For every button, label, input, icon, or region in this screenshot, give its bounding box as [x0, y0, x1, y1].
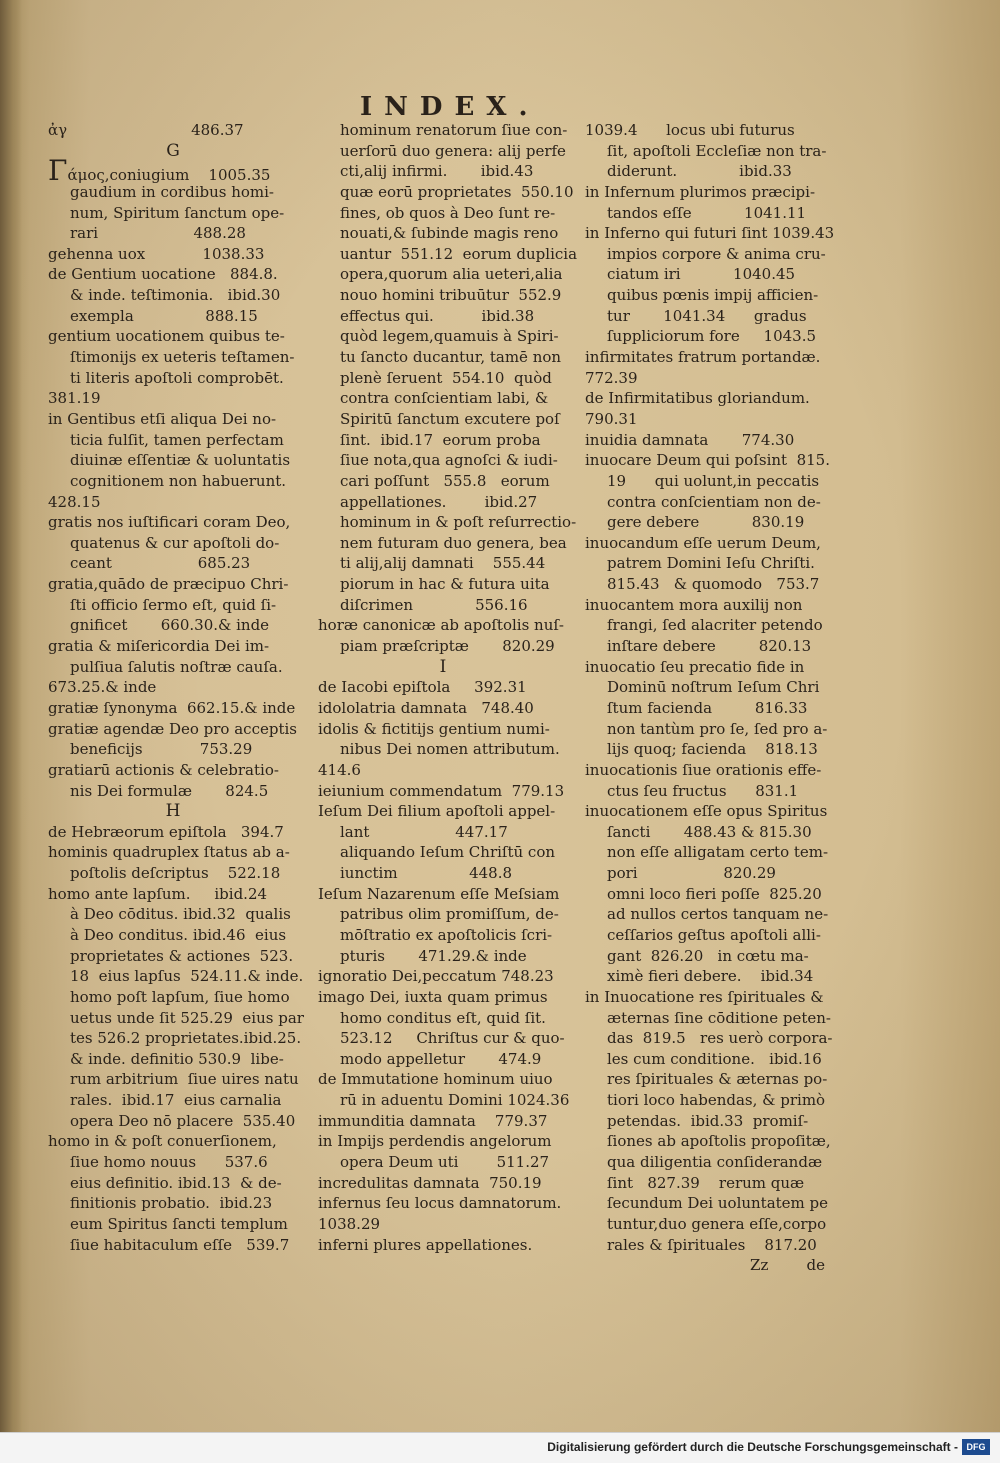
- index-line: ti alij,alij damnati 555.44: [340, 554, 546, 573]
- index-line: in Inferno qui futuri ſint 1039.43: [585, 224, 835, 243]
- index-line: 673.25.& inde: [48, 678, 157, 697]
- index-line: uerſorū duo genera: alij perfe: [340, 141, 566, 160]
- index-line: ſiue homo nouus 537.6: [70, 1153, 268, 1172]
- index-line: ciatum iri 1040.45: [607, 265, 796, 284]
- index-line: tu ſancto ducantur, tamē non: [340, 348, 562, 367]
- index-line: inuocationis ſiue orationis effe-: [585, 760, 822, 779]
- index-line: homo poſt lapſum, ſiue homo: [70, 987, 290, 1006]
- index-line: gratia & miſericordia Dei im-: [48, 637, 270, 656]
- index-line: quòd legem,quamuis à Spiri-: [340, 327, 559, 346]
- index-line: rales. ibid.17 eius carnalia: [70, 1091, 282, 1110]
- index-line: piorum in hac & futura uita: [340, 575, 550, 594]
- index-line: aliquando Ieſum Chriſtū con: [340, 843, 556, 862]
- index-line: uantur 551.12 eorum duplicia: [340, 244, 578, 263]
- index-line: de Iacobi epiſtola 392.31: [318, 678, 527, 697]
- index-line: ignoratio Dei,peccatum 748.23: [318, 967, 554, 986]
- index-line: de Gentium uocatione 884.8.: [48, 265, 278, 284]
- index-line: opera Deum uti 511.27: [340, 1153, 550, 1172]
- index-line: ἀγ 486.37: [48, 121, 244, 139]
- index-line: eius definitio. ibid.13 & de-: [70, 1173, 282, 1192]
- index-line: inuocare Deum qui poſsint 815.: [585, 451, 830, 470]
- index-line: idolis & fictitijs gentium numi-: [318, 719, 550, 738]
- index-line: diuinæ eſſentiæ & uoluntatis: [70, 451, 291, 470]
- index-line: & inde. teſtimonia. ibid.30: [70, 286, 281, 305]
- index-line: ceant 685.23: [70, 554, 251, 573]
- index-line: inuocandum eſſe uerum Deum,: [585, 533, 821, 552]
- index-line: num, Spiritum ſanctum ope-: [70, 203, 285, 222]
- index-line: beneficijs 753.29: [70, 740, 253, 759]
- index-line: ſiue habitaculum eſſe 539.7: [70, 1235, 290, 1254]
- index-line: gehenna uox 1038.33: [48, 244, 265, 263]
- index-line: proprietates & actiones 523.: [70, 946, 294, 965]
- index-line: 790.31: [585, 409, 638, 428]
- index-line: Γάμος,coniugium 1005.35: [48, 154, 271, 188]
- index-line: ſuppliciorum fore 1043.5: [607, 327, 817, 346]
- index-line: qua diligentia conſiderandæ: [607, 1153, 823, 1172]
- index-line: Ieſum Dei filium apoſtoli appel-: [318, 802, 556, 821]
- index-line: imago Dei, iuxta quam primus: [318, 987, 548, 1006]
- index-line: in Infernum plurimos præcipi-: [585, 182, 816, 201]
- index-line: 1039.4 locus ubi futurus: [585, 121, 795, 139]
- index-line: & inde. definitio 530.9 libe-: [70, 1049, 284, 1068]
- index-line: ſint. ibid.17 eorum proba: [340, 430, 541, 449]
- index-line: ſti officio ſermo eſt, quid ſi-: [70, 595, 277, 614]
- index-line: iunctim 448.8: [340, 864, 513, 883]
- index-line: diderunt. ibid.33: [607, 162, 792, 181]
- index-line: quibus pœnis impij afficien-: [607, 286, 819, 305]
- index-line: quatenus & cur apoſtoli do-: [70, 533, 280, 552]
- index-line: 414.6: [318, 760, 361, 779]
- index-line: homo in & poſt conuerſionem,: [48, 1132, 277, 1151]
- index-column-2: [318, 120, 578, 1255]
- index-line: gratiæ agendæ Deo pro acceptis: [48, 719, 297, 738]
- index-column-1: [48, 120, 304, 1255]
- index-column-3: [585, 120, 835, 1276]
- index-line: 772.39: [585, 368, 638, 387]
- index-line: mōſtratio ex apoſtolicis ſcri-: [340, 925, 553, 944]
- index-line: appellationes. ibid.27: [340, 492, 538, 511]
- index-line: horæ canonicæ ab apoſtolis nuſ-: [318, 616, 564, 635]
- index-line: diſcrimen 556.16: [340, 595, 528, 614]
- index-line: ſecundum Dei uoluntatem pe: [607, 1194, 829, 1213]
- index-line: rum arbitrium ſiue uires natu: [70, 1070, 299, 1089]
- index-line: uetus unde ſit 525.29 eius par: [70, 1008, 304, 1027]
- index-line: pturis 471.29.& inde: [340, 946, 527, 965]
- index-line: ieiunium commendatum 779.13: [318, 781, 565, 800]
- index-line: de Infirmitatibus gloriandum.: [585, 389, 810, 408]
- index-line: hominum renatorum ſiue con-: [340, 121, 568, 139]
- index-line: gaudium in cordibus homi-: [70, 182, 274, 201]
- index-line: à Deo conditus. ibid.46 eius: [70, 925, 287, 944]
- index-line: 815.43 & quomodo 753.7: [607, 575, 820, 594]
- index-line: gentium uocationem quibus te-: [48, 327, 285, 346]
- index-line: cti,alij infirmi. ibid.43: [340, 162, 534, 181]
- index-line: quæ eorū proprietates 550.10: [340, 182, 574, 201]
- footer-bar: [0, 1432, 1000, 1463]
- footer-credit: Digitalisierung gefördert durch die Deutsche Forschungsgemeinschaft -: [547, 1440, 958, 1454]
- index-line: gratia,quādo de præcipuo Chri-: [48, 575, 289, 594]
- index-line: in Gentibus etſi aliqua Dei no-: [48, 409, 277, 428]
- index-line: tuntur,duo genera eſſe,corpo: [607, 1214, 827, 1233]
- index-line: les cum conditione. ibid.16: [607, 1049, 822, 1068]
- index-line: non eſſe alligatam certo tem-: [607, 843, 829, 862]
- dfg-logo-icon: DFG: [962, 1439, 990, 1455]
- index-line: inuocationem eſſe opus Spiritus: [585, 802, 828, 821]
- index-line: lijs quoq; facienda 818.13: [607, 740, 818, 759]
- index-line: ad nullos certos tanquam ne-: [607, 905, 829, 924]
- index-line: inuidia damnata 774.30: [585, 430, 795, 449]
- index-line: ximè fieri debere. ibid.34: [607, 967, 814, 986]
- index-line: tandos eſſe 1041.11: [607, 203, 807, 222]
- index-line: ſtimonijs ex ueteris teſtamen-: [70, 348, 295, 367]
- index-line: nem futuram duo genera, bea: [340, 533, 567, 552]
- index-line: non tantùm pro ſe, ſed pro a-: [607, 719, 828, 738]
- index-line: rales & ſpirituales 817.20: [607, 1235, 817, 1254]
- index-line: in Impijs perdendis angelorum: [318, 1132, 552, 1151]
- index-line: Spiritū ſanctum excutere poſ: [340, 409, 560, 428]
- index-line: frangi, ſed alacriter petendo: [607, 616, 823, 635]
- section-letter: I: [439, 656, 447, 677]
- index-line: 1038.29: [318, 1214, 381, 1233]
- index-line: hominis quadruplex ſtatus ab a-: [48, 843, 290, 862]
- index-line: ſancti 488.43 & 815.30: [607, 822, 812, 841]
- index-line: 523.12 Chriſtus cur & quo-: [340, 1029, 565, 1048]
- index-line: tur 1041.34 gradus: [607, 306, 807, 325]
- index-line: piam præſcriptæ 820.29: [340, 637, 555, 656]
- index-line: rū in aduentu Domini 1024.36: [340, 1091, 570, 1110]
- index-line: de Hebræorum epiſtola 394.7: [48, 822, 284, 841]
- index-line: 381.19: [48, 389, 101, 408]
- index-line: nouati,& ſubinde magis reno: [340, 224, 559, 243]
- index-line: gant 826.20 in cœtu ma-: [607, 946, 809, 965]
- index-line: inferni plures appellationes.: [318, 1235, 533, 1254]
- page-header: INDEX.: [360, 92, 540, 122]
- index-line: ticia fulſit, tamen perfectam: [70, 430, 284, 449]
- index-line: nibus Dei nomen attributum.: [340, 740, 560, 759]
- index-line: patribus olim promiſſum, de-: [340, 905, 559, 924]
- index-line: inſtare debere 820.13: [607, 637, 812, 656]
- index-line: homo conditus eſt, quid ſit.: [340, 1008, 546, 1027]
- index-line: ſiones ab apoſtolis propoſitæ,: [607, 1132, 831, 1151]
- index-line: inuocantem mora auxilij non: [585, 595, 803, 614]
- index-line: infirmitates fratrum portandæ.: [585, 348, 821, 367]
- index-line: Ieſum Nazarenum eſſe Meſsiam: [318, 884, 560, 903]
- index-line: rari 488.28: [70, 224, 246, 243]
- index-line: ceſſarios geſtus apoſtoli alli-: [607, 925, 821, 944]
- index-line: infernus ſeu locus damnatorum.: [318, 1194, 562, 1213]
- index-line: tes 526.2 proprietates.ibid.25.: [70, 1029, 302, 1048]
- index-line: effectus qui. ibid.38: [340, 306, 535, 325]
- index-line: ſit, apoſtoli Eccleſiæ non tra-: [607, 141, 827, 160]
- index-line: pulſiua ſalutis noſtræ cauſa.: [70, 657, 283, 676]
- index-line: æternas ſine cōditione peten-: [607, 1008, 832, 1027]
- index-line: opera,quorum alia ueteri,alia: [340, 265, 563, 284]
- section-letter: G: [166, 140, 180, 161]
- index-line: à Deo cōditus. ibid.32 qualis: [70, 905, 291, 924]
- index-line: contra conſcientiam non de-: [607, 492, 821, 511]
- index-line: fines, ob quos à Deo ſunt re-: [340, 203, 556, 222]
- index-line: opera Deo nō placere 535.40: [70, 1111, 296, 1130]
- index-line: modo appelletur 474.9: [340, 1049, 542, 1068]
- index-line: eum Spiritus ſancti templum: [70, 1214, 288, 1233]
- index-line: gratiæ ſynonyma 662.15.& inde: [48, 698, 296, 717]
- index-line: inuocatio ſeu precatio fide in: [585, 657, 805, 676]
- index-line: das 819.5 res uerò corpora-: [607, 1029, 833, 1048]
- index-line: 18 eius lapſus 524.11.& inde.: [70, 967, 304, 986]
- index-line: 428.15: [48, 492, 101, 511]
- index-line: ſtum facienda 816.33: [607, 698, 808, 717]
- index-line: de Immutatione hominum uiuo: [318, 1070, 553, 1089]
- index-line: lant 447.17: [340, 822, 508, 841]
- index-line: Zz de: [750, 1256, 825, 1275]
- index-line: hominum in & poſt reſurrectio-: [340, 513, 577, 532]
- index-line: contra conſcientiam labi, &: [340, 389, 549, 408]
- index-line: 19 qui uolunt,in peccatis: [607, 471, 820, 490]
- index-line: patrem Domini Ieſu Chriſti.: [607, 554, 815, 573]
- index-line: incredulitas damnata 750.19: [318, 1173, 542, 1192]
- index-line: gere debere 830.19: [607, 513, 805, 532]
- index-line: cognitionem non habuerunt.: [70, 471, 287, 490]
- index-line: pori 820.29: [607, 864, 776, 883]
- index-line: ctus ſeu fructus 831.1: [607, 781, 799, 800]
- index-line: immunditia damnata 779.37: [318, 1111, 548, 1130]
- index-line: gratiarū actionis & celebratio-: [48, 760, 279, 779]
- index-line: nouo homini tribuūtur 552.9: [340, 286, 562, 305]
- index-line: impios corpore & anima cru-: [607, 244, 826, 263]
- index-line: poſtolis deſcriptus 522.18: [70, 864, 281, 883]
- index-line: homo ante lapſum. ibid.24: [48, 884, 268, 903]
- index-line: tiori loco habendas, & primò: [607, 1091, 826, 1110]
- book-spine-shadow: [0, 0, 22, 1432]
- index-line: idololatria damnata 748.40: [318, 698, 534, 717]
- index-line: gnificet 660.30.& inde: [70, 616, 270, 635]
- index-line: ti literis apoſtoli comprobēt.: [70, 368, 284, 387]
- index-line: finitionis probatio. ibid.23: [70, 1194, 273, 1213]
- index-line: ſint 827.39 rerum quæ: [607, 1173, 805, 1192]
- section-letter: H: [165, 801, 181, 822]
- index-line: omni loco fieri poſſe 825.20: [607, 884, 822, 903]
- index-line: in Inuocatione res ſpirituales &: [585, 987, 824, 1006]
- index-line: plenè ſeruent 554.10 quòd: [340, 368, 552, 387]
- index-line: cari poſſunt 555.8 eorum: [340, 471, 550, 490]
- index-line: nis Dei formulæ 824.5: [70, 781, 269, 800]
- index-line: petendas. ibid.33 promiſ-: [607, 1111, 809, 1130]
- index-line: res ſpirituales & æternas po-: [607, 1070, 828, 1089]
- index-line: Dominū noſtrum Ieſum Chri: [607, 678, 820, 697]
- index-line: exempla 888.15: [70, 306, 258, 325]
- index-line: ſiue nota,qua agnoſci & iudi-: [340, 451, 558, 470]
- index-line: gratis nos iuſtificari coram Deo,: [48, 513, 291, 532]
